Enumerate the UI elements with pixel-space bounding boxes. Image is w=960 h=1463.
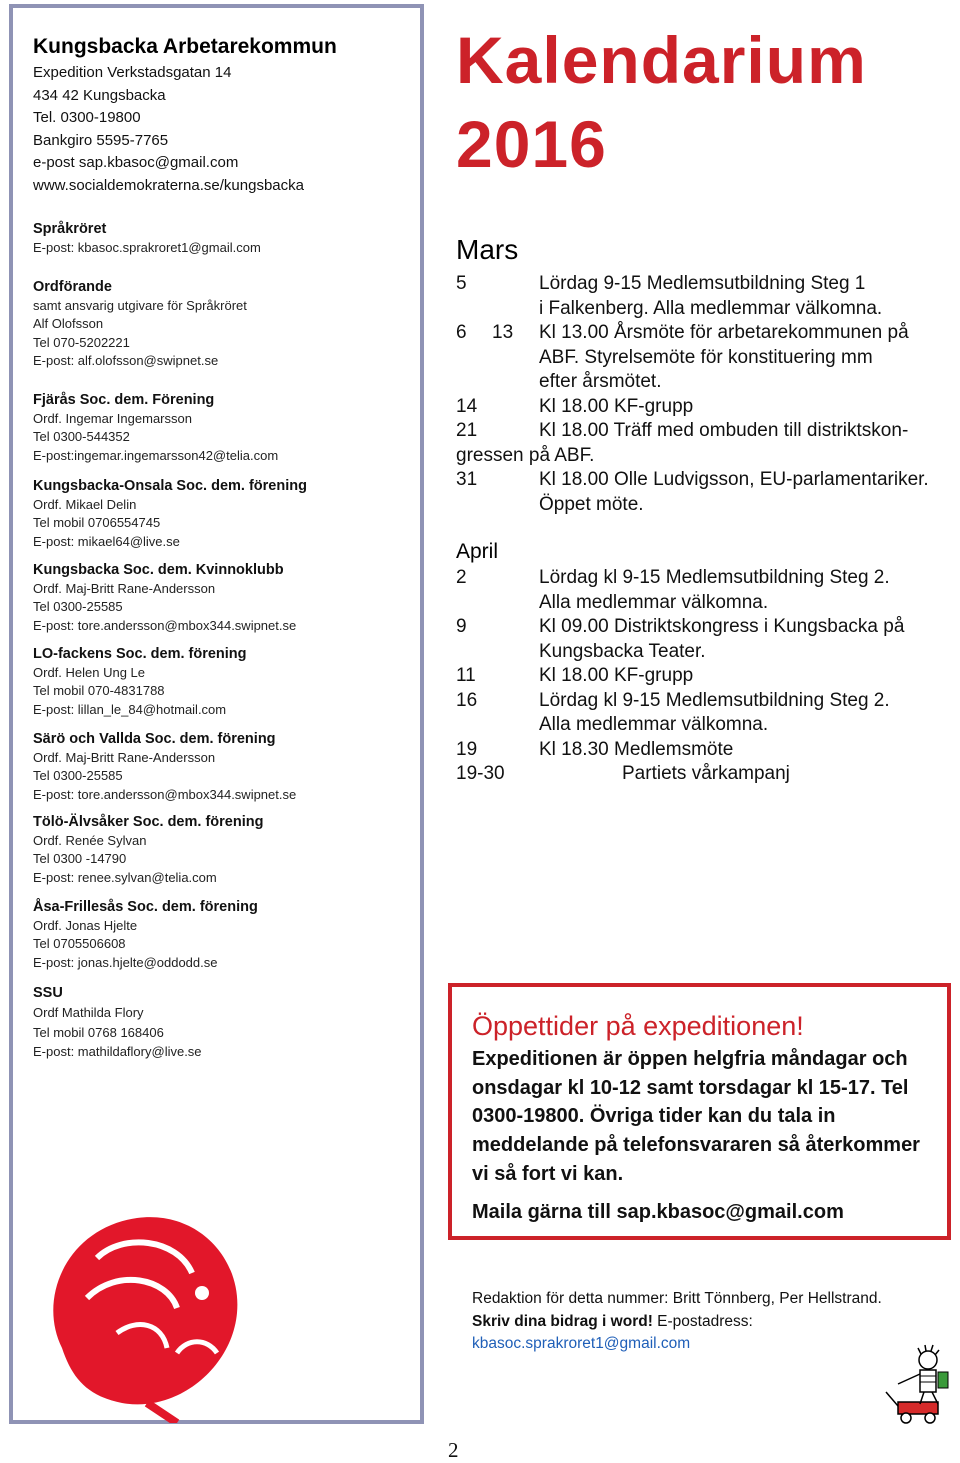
event-date: 2 [456, 567, 467, 588]
address-line: Expedition Verkstadsgatan 14 [33, 64, 232, 81]
contact-line: Ordf. Ingemar Ingemarsson [33, 411, 192, 426]
contact-line: Tel 0705506608 [33, 936, 126, 952]
contact-block [33, 220, 413, 257]
calendar-title: Kalendarium [456, 23, 867, 97]
page-number: 2 [448, 1438, 459, 1462]
website-line: www.socialdemokraterna.se/kungsbacka [33, 176, 304, 194]
event-row [456, 468, 956, 517]
contact-line: Tel 0300 -14790 [33, 851, 127, 867]
event-text: Partiets vårkampanj [622, 763, 790, 784]
event-date: 6 [456, 322, 467, 343]
contact-line: Ordf. Maj-Britt Rane-Andersson [33, 750, 216, 765]
contact-block [33, 645, 413, 719]
contact-title: LO-fackens Soc. dem. förening [33, 646, 247, 662]
event-row [456, 738, 956, 763]
contact-title: Särö och Vallda Soc. dem. förening [33, 731, 276, 747]
event-row [456, 321, 956, 395]
event-text: Öppet möte. [539, 493, 644, 515]
event-text: Alla medlemmar välkomna. [539, 714, 769, 735]
contact-title: Kungsbacka Soc. dem. Kvinnoklubb [33, 562, 284, 578]
contact-line: E-post: jonas.hjelte@oddodd.se [33, 954, 218, 970]
contact-title: Språkröret [33, 221, 107, 237]
event-text: gressen på ABF. [456, 444, 595, 466]
contact-line: E-post:ingemar.ingemarsson42@telia.com [33, 447, 279, 463]
contact-line: Tel 070-5202221 [33, 334, 130, 350]
contact-line: E-post: lillan_le_84@hotmail.com [33, 701, 227, 717]
contact-block [33, 898, 413, 972]
child-with-wagon-icon [868, 1342, 953, 1427]
notice-title: Öppettider på expeditionen! [472, 1011, 804, 1041]
contact-line: Tel mobil 070-4831788 [33, 683, 165, 699]
bankgiro-line: Bankgiro 5595-7765 [33, 131, 169, 149]
event-date: 19 [456, 738, 478, 760]
rose-logo-icon [27, 1198, 257, 1423]
event-text: Kl 13.00 Årsmöte för arbetarekommunen på [539, 322, 909, 343]
contact-title: Åsa-Frillesås Soc. dem. förening [33, 899, 258, 915]
editor-email-link[interactable]: kbasoc.sprakroret1@gmail.com [472, 1335, 691, 1352]
contact-line: E-post: mathildaflory@live.se [33, 1044, 202, 1059]
contact-block [33, 391, 413, 465]
event-date: 13 [492, 322, 514, 343]
event-row [456, 395, 956, 420]
editor-line [472, 1311, 942, 1334]
event-text: efter årsmötet. [539, 371, 662, 392]
contact-title: Tölö-Älvsåker Soc. dem. förening [33, 814, 264, 830]
calendar-year: 2016 [456, 107, 607, 181]
event-text: Kl 09.00 Distriktskongress i Kungsbacka på [539, 616, 905, 637]
april-events [456, 566, 956, 787]
event-text: Kl 18.00 KF-grupp [539, 395, 694, 417]
event-text: Kungsbacka Teater. [539, 640, 706, 662]
event-text: ABF. Styrelsemöte för konstituering mm [539, 346, 873, 368]
editor-emphasis: Skriv dina bidrag i word! [472, 1312, 653, 1330]
contact-title: Fjärås Soc. dem. Förening [33, 392, 215, 408]
contact-line: Tel 0300-25585 [33, 599, 123, 615]
march-events [456, 272, 956, 517]
contact-line: samt ansvarig utgivare för Språkröret [33, 298, 247, 313]
event-row [456, 664, 956, 689]
contact-line: Ordf. Maj-Britt Rane-Andersson [33, 581, 216, 596]
event-text: Lördag 9-15 Medlemsutbildning Steg 1 [539, 273, 866, 294]
event-row [456, 689, 956, 738]
contact-line: Tel mobil 0768 168406 [33, 1024, 164, 1040]
event-text: i Falkenberg. Alla medlemmar välkomna. [539, 297, 883, 319]
event-date: 16 [456, 689, 478, 711]
event-date: 5 [456, 273, 467, 294]
event-text: Lördag kl 9-15 Medlemsutbildning Steg 2. [539, 689, 890, 711]
contact-title: Kungsbacka-Onsala Soc. dem. förening [33, 478, 307, 494]
contact-line: Ordf Mathilda Flory [33, 1005, 144, 1020]
contact-title: Ordförande [33, 279, 112, 295]
contact-block [33, 984, 413, 1062]
contact-title: SSU [33, 985, 63, 1001]
org-name: Kungsbacka Arbetarekommun [33, 35, 337, 58]
contact-block [33, 730, 413, 804]
contact-block [33, 278, 413, 370]
event-text: Kl 18.00 Träff med ombuden till distriktskon- [539, 420, 909, 441]
email-line: e-post sap.kbasoc@gmail.com [33, 154, 239, 171]
month-heading-march: Mars [456, 234, 519, 265]
opening-hours-notice [448, 983, 951, 1240]
contact-line: Tel 0300-25585 [33, 768, 123, 784]
event-date: 9 [456, 616, 467, 637]
event-text: Alla medlemmar välkomna. [539, 591, 769, 613]
event-row [456, 272, 956, 321]
event-row [456, 566, 956, 615]
event-row [456, 762, 956, 787]
event-text: Kl 18.00 Olle Ludvigsson, EU-parlamentariker. [539, 469, 929, 490]
phone-line: Tel. 0300-19800 [33, 109, 141, 126]
event-date: 19-30 [456, 763, 505, 784]
contact-line: Ordf. Jonas Hjelte [33, 918, 138, 933]
event-date: 11 [456, 665, 476, 686]
editor-line: Redaktion för detta nummer: Britt Tönnberg, Per Hellstrand. [472, 1290, 882, 1307]
month-heading-april: April [456, 540, 499, 563]
contact-line: E-post: kbasoc.sprakroret1@gmail.com [33, 240, 261, 255]
event-date: 21 [456, 420, 478, 441]
contact-line: Alf Olofsson [33, 316, 104, 332]
event-date: 14 [456, 395, 478, 417]
contact-block [33, 813, 413, 887]
event-row [456, 615, 956, 664]
editor-text: E-postadress: [652, 1312, 753, 1330]
contact-block [33, 561, 413, 635]
event-text: Kl 18.00 KF-grupp [539, 665, 694, 686]
contact-line: Ordf. Renée Sylvan [33, 833, 147, 848]
event-text: Kl 18.30 Medlemsmöte [539, 738, 734, 760]
contact-line: E-post: tore.andersson@mbox344.swipnet.se [33, 617, 297, 633]
contact-line: E-post: mikael64@live.se [33, 533, 180, 549]
contact-line: Ordf. Helen Ung Le [33, 665, 146, 680]
event-date: 31 [456, 469, 478, 490]
notice-mail: Maila gärna till sap.kbasoc@gmail.com [472, 1201, 844, 1223]
address-line: 434 42 Kungsbacka [33, 86, 166, 104]
contact-line: Ordf. Mikael Delin [33, 497, 137, 512]
contact-line: E-post: alf.olofsson@swipnet.se [33, 352, 219, 368]
org-header [33, 35, 337, 197]
contact-sidebar [9, 4, 424, 1424]
contact-line: Tel mobil 0706554745 [33, 515, 161, 531]
contact-line: E-post: renee.sylvan@telia.com [33, 869, 217, 885]
contact-line: Tel 0300-544352 [33, 429, 130, 445]
notice-body: Expeditionen är öppen helgfria måndagar och onsdagar kl 10-12 samt torsdagar kl 15-17. Tel 0300-19800. Övriga tider kan du tala in meddelande på telefonsvararen så återkommer vi så fort vi kan. [472, 1048, 920, 1185]
contact-line: E-post: tore.andersson@mbox344.swipnet.se [33, 786, 297, 802]
event-row [456, 419, 956, 468]
contact-block [33, 477, 413, 551]
event-text: Lördag kl 9-15 Medlemsutbildning Steg 2. [539, 567, 890, 588]
